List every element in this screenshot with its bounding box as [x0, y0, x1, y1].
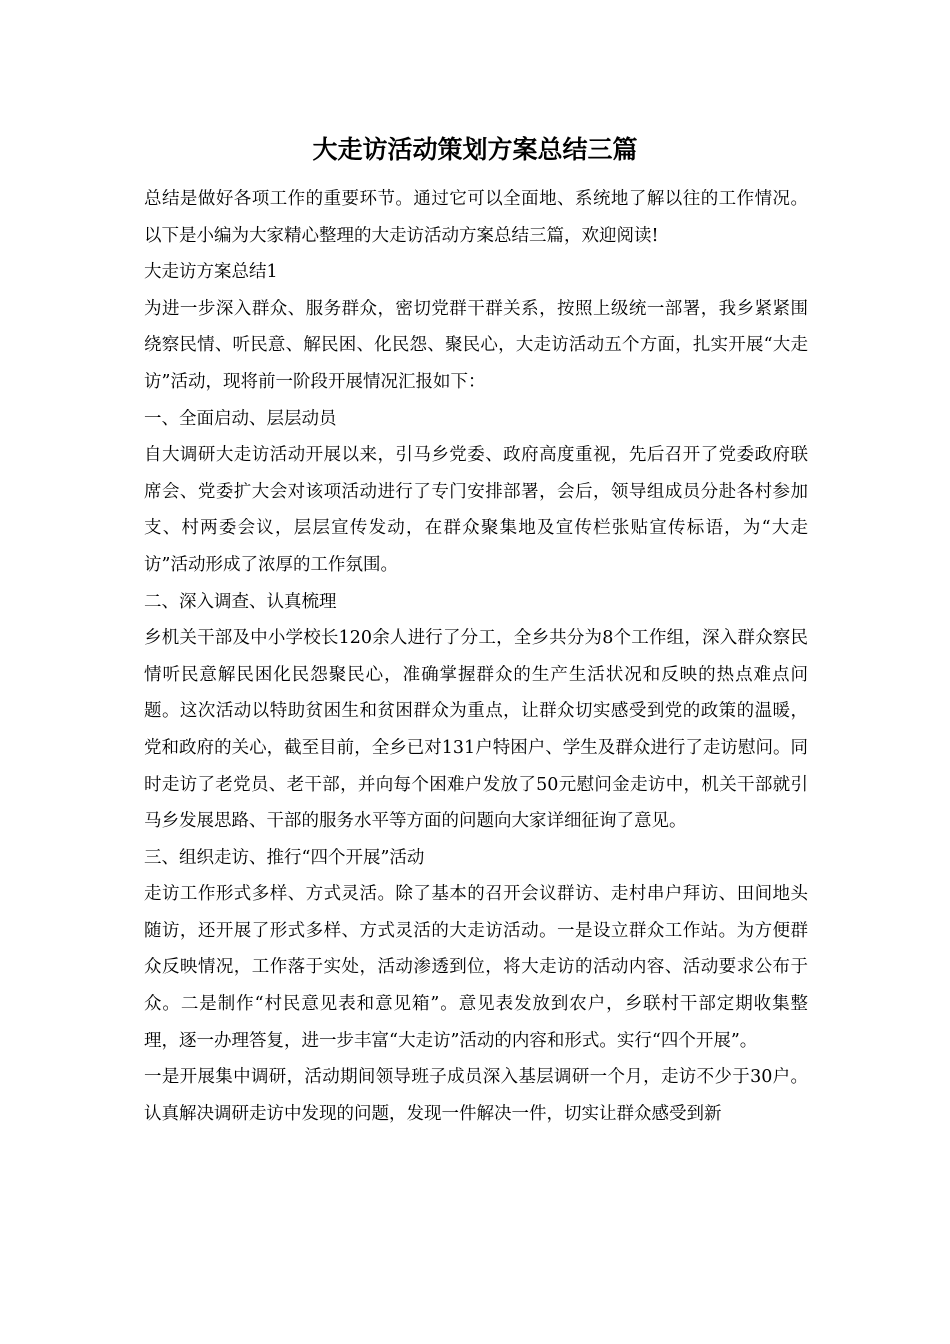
document-title: 大走访活动策划方案总结三篇	[312, 135, 638, 164]
paragraph: 自大调研大走访活动开展以来，引马乡党委、政府高度重视，先后召开了党委政府联席会、党委扩大会对该项活动进行了专门安排部署，会后，领导组成员分赴各村参加支、村两委会议，层层宣传发动，在群众聚集地及宣传栏张贴宣传标语，为“大走访”活动形成了浓厚的工作氛围。	[144, 445, 808, 575]
section-heading: 三、组织走访、推行“四个开展”活动	[144, 847, 425, 868]
paragraph: 一是开展集中调研，活动期间领导班子成员深入基层调研一个月，走访不少于30户。认真解决调研走访中发现的问题，发现一件解决一件，切实让群众感受到新	[144, 1067, 808, 1124]
document-body	[144, 181, 808, 1132]
paragraph: 为进一步深入群众、服务群众，密切党群干群关系，按照上级统一部署，我乡紧紧围绕察民情、听民意、解民困、化民怨、聚民心，大走访活动五个方面，扎实开展“大走访”活动，现将前一阶段开展情况汇报如下：	[144, 298, 808, 392]
paragraph: 乡机关干部及中小学校长120余人进行了分工，全乡共分为8个工作组，深入群众察民情听民意解民困化民怨聚民心，准确掌握群众的生产生活状况和反映的热点难点问题。这次活动以特助贫困生和贫困群众为重点，让群众切实感受到党的政策的温暖，党和政府的关心，截至目前，全乡已对131户特困户、学生及群众进行了走访慰问。同时走访了老党员、老干部，并向每个困难户发放了50元慰问金走访中，机关干部就引马乡发展思路、干部的服务水平等方面的问题向大家详细征询了意见。	[144, 628, 808, 832]
intro-paragraph: 总结是做好各项工作的重要环节。通过它可以全面地、系统地了解以往的工作情况。以下是小编为大家精心整理的大走访活动方案总结三篇，欢迎阅读!	[144, 189, 808, 246]
paragraph: 走访工作形式多样、方式灵活。除了基本的召开会议群访、走村串户拜访、田间地头随访，还开展了形式多样、方式灵活的大走访活动。一是设立群众工作站。为方便群众反映情况，工作落于实处，活动渗透到位，将大走访的活动内容、活动要求公布于众。二是制作“村民意见表和意见箱”。意见表发放到农户，乡联村干部定期收集整理，逐一办理答复，进一步丰富“大走访”活动的内容和形式。实行“四个开展”。	[144, 884, 808, 1051]
section-heading-summary-1: 大走访方案总结1	[144, 262, 278, 283]
section-heading: 一、全面启动、层层动员	[144, 408, 337, 429]
section-heading: 二、深入调查、认真梳理	[144, 591, 337, 612]
